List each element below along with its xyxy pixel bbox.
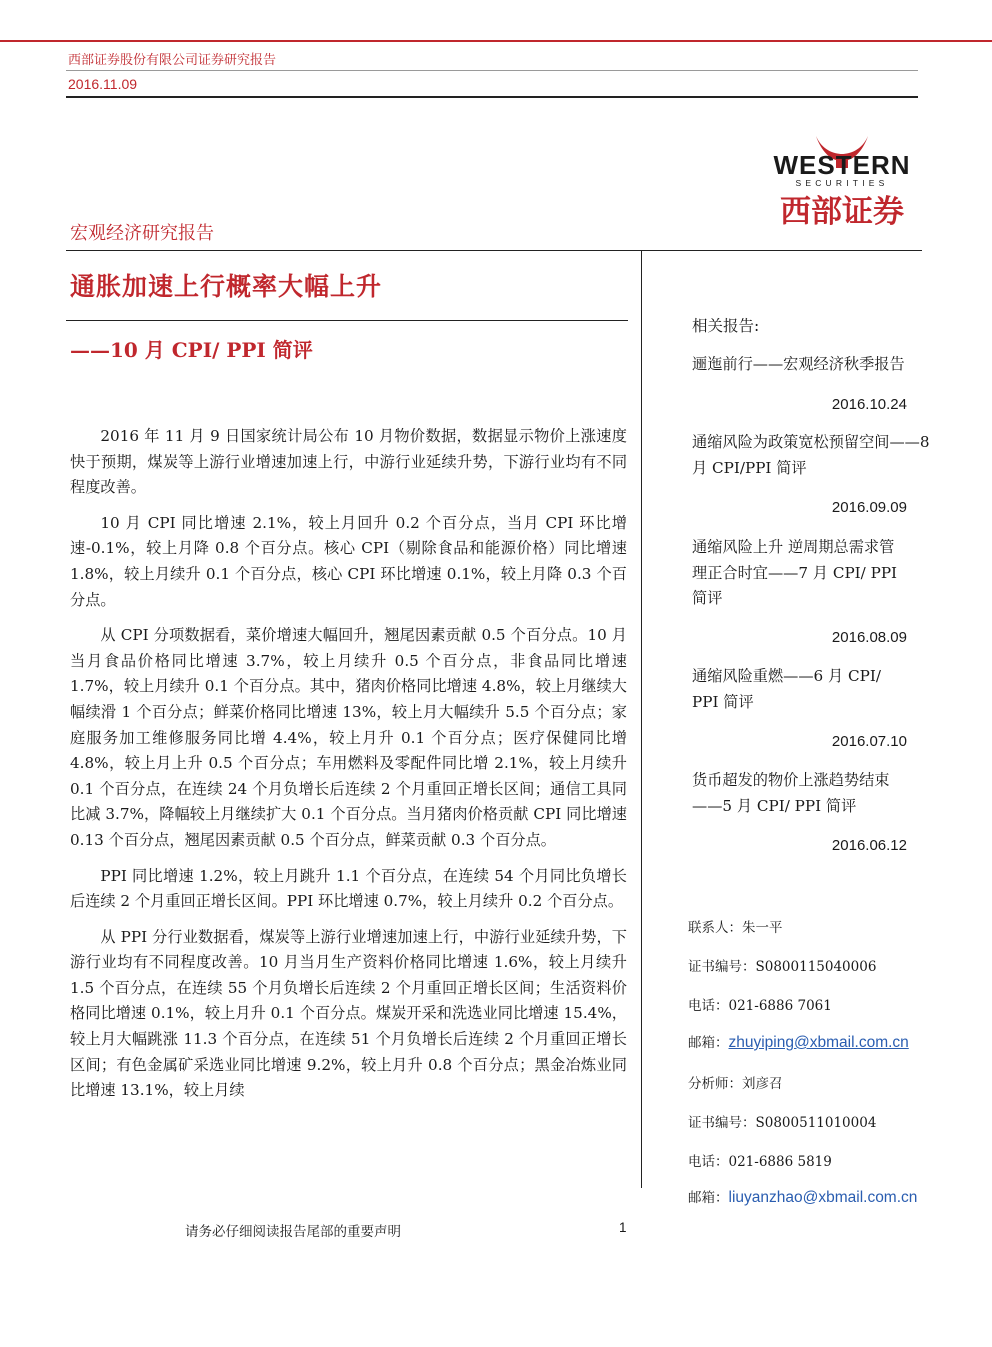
analyst-person: 分析师：刘彦召 bbox=[688, 1076, 783, 1092]
logo-wordmark: WESTERN bbox=[773, 150, 911, 180]
section-divider bbox=[66, 250, 922, 251]
related-report-title[interactable]: 逦迤前行——宏观经济秋季报告 bbox=[692, 355, 905, 373]
page-number: 1 bbox=[619, 1220, 627, 1235]
body-paragraph: 从 CPI 分项数据看，菜价增速大幅回升，翘尾因素贡献 0.5 个百分点。10 月当月食品价格同比增速 3.7%，较上月续升 0.5 个百分点，非食品同比增速 1.7%，较上月续升 0.1 个百分点。其中，猪肉价格同比增速 4.8%，较上月继续大幅续滑 1 个百分点；鲜菜价格同比增速 13%，较上月大幅续升 5.5 个百分点；家庭服务加工维修服务同比增 4.4%，较上月升 0.1 个百分点；医疗保健同比增 4.8%，较上月上升 0.5 个百分点；车用燃料及零配件同比增 2.1%，较上月续升 0.1 个百分点，在连续 24 个月负增长后连续 2 个月重回正增长区间；通信工具同比减 3.7%，降幅较上月继续扩大 0.1 个百分点。当月猪肉价格贡献 CPI 同比增速 0.13 个百分点，翘尾因素贡献 0.5 个百分点，鲜菜贡献 0.3 个百分点。 bbox=[70, 626, 627, 849]
title-divider bbox=[66, 320, 628, 321]
top-red-rule bbox=[0, 40, 992, 42]
analyst-email-row: 邮箱：liuyanzhao@xbmail.com.cn bbox=[688, 1189, 918, 1206]
contact-cert: 证书编号：S0800115040006 bbox=[688, 959, 877, 975]
body-paragraph: 从 PPI 分行业数据看，煤炭等上游行业增速加速上行，中游行业延续升势，下游行业均有不同程度改善。10 月当月生产资料价格同比增速 1.6%，较上月续升 1.5 个百分点，在连续 55 个月负增长后连续 2 个月重回正增长区间；生活资料价格同比增速 0.1%，较上月升 0.1 个百分点。煤炭开采和洗选业同比增速 15.4%，较上月大幅跳涨 11.3 个百分点，在连续 51 个月负增长后连续 2 个月重回正增长区间；有色金属矿采选业同比增速 9.2%，较上月升 0.8 个百分点；黑金冶炼业同比增速 13.1%，较上月续 bbox=[70, 927, 627, 1100]
analyst-cert: 证书编号：S0800511010004 bbox=[688, 1115, 877, 1131]
related-report-title[interactable]: 通缩风险为政策宽松预留空间——8 月 CPI/PPI 简评 bbox=[692, 433, 930, 477]
footer-disclaimer: 请务必仔细阅读报告尾部的重要声明 bbox=[185, 1224, 401, 1240]
related-report-date: 2016.10.24 bbox=[831, 396, 907, 413]
report-subtitle: ——10 月 CPI/ PPI 简评 bbox=[70, 338, 313, 362]
body-paragraph: 2016 年 11 月 9 日国家统计局公布 10 月物价数据，数据显示物价上涨速度快于预期，煤炭等上游行业增速加速上行，中游行业延续升势，下游行业均有不同程度改善。 bbox=[70, 427, 627, 497]
column-divider bbox=[641, 251, 642, 1188]
related-report-title[interactable]: 通缩风险重燃——6 月 CPI/ PPI 简评 bbox=[692, 667, 881, 711]
report-title: 通胀加速上行概率大幅上升 bbox=[70, 272, 383, 301]
header-date: 2016.11.09 bbox=[68, 76, 138, 92]
header-divider-thick bbox=[66, 96, 918, 98]
related-report-date: 2016.09.09 bbox=[831, 499, 907, 516]
header-company: 西部证券股份有限公司证券研究报告 bbox=[68, 53, 277, 68]
contact-email-link[interactable]: zhuyiping@xbmail.com.cn bbox=[728, 1034, 909, 1051]
logo-sub: SECURITIES bbox=[795, 178, 889, 188]
report-type: 宏观经济研究报告 bbox=[70, 223, 214, 244]
related-report-title[interactable]: 通缩风险上升 逆周期总需求管理正合时宜——7 月 CPI/ PPI 简评 bbox=[692, 538, 898, 608]
related-report-date: 2016.07.10 bbox=[831, 733, 907, 750]
analyst-phone: 电话：021-6886 5819 bbox=[688, 1154, 832, 1170]
bull-horns-icon bbox=[764, 128, 920, 232]
contact-email-row: 邮箱：zhuyiping@xbmail.com.cn bbox=[688, 1034, 909, 1051]
related-report-date: 2016.06.12 bbox=[831, 837, 907, 854]
logo-cn: 西部证券 bbox=[780, 194, 904, 230]
contact-person: 联系人：朱一平 bbox=[688, 920, 783, 936]
report-body bbox=[70, 424, 627, 1114]
contact-phone: 电话：021-6886 7061 bbox=[688, 998, 832, 1014]
western-securities-logo bbox=[764, 128, 920, 232]
analyst-email-link[interactable]: liuyanzhao@xbmail.com.cn bbox=[728, 1189, 918, 1206]
body-paragraph: 10 月 CPI 同比增速 2.1%，较上月回升 0.2 个百分点，当月 CPI 环比增速-0.1%，较上月降 0.8 个百分点。核心 CPI（剔除食品和能源价格）同比增速 1.8%，较上月续升 0.1 个百分点，核心 CPI 环比增速 0.1%，较上月降 0.3 个百分点。 bbox=[70, 513, 627, 609]
related-report-date: 2016.08.09 bbox=[831, 629, 907, 646]
body-paragraph: PPI 同比增速 1.2%，较上月跳升 1.1 个百分点，在连续 54 个月同比负增长后连续 2 个月重回正增长区间。PPI 环比增速 0.7%，较上月续升 0.2 个百分点。 bbox=[70, 866, 627, 911]
related-reports-header: 相关报告: bbox=[692, 317, 760, 335]
related-report-title[interactable]: 货币超发的物价上涨趋势结束——5 月 CPI/ PPI 简评 bbox=[692, 771, 890, 815]
header-divider-thin bbox=[66, 70, 918, 71]
